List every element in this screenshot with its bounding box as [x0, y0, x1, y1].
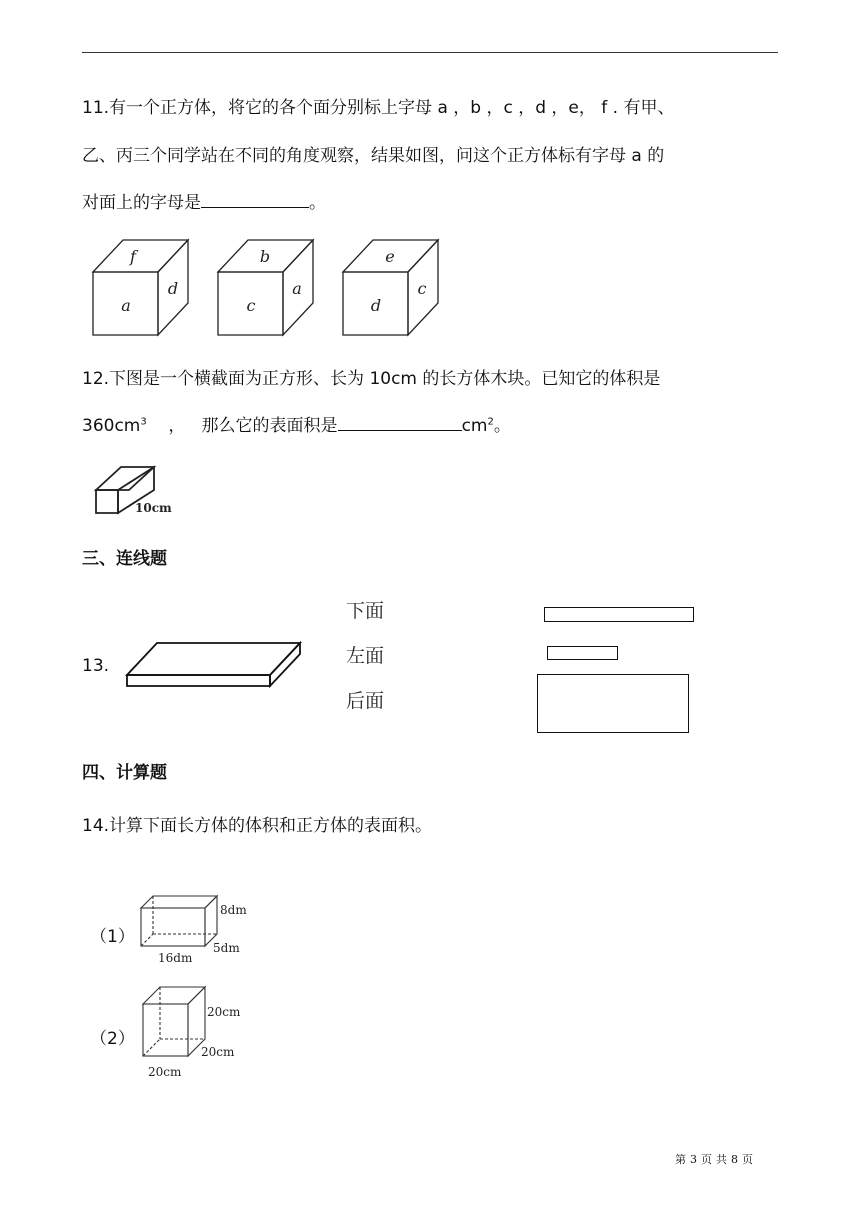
footer-total-pages: 8 — [731, 1153, 738, 1166]
section3-title: 三、连线题 — [82, 549, 167, 569]
q13-shape-short-strip[interactable] — [547, 646, 618, 660]
q14-cube-figure — [140, 982, 250, 1080]
q13-board-figure — [124, 640, 304, 690]
q14-cuboid-figure — [138, 892, 253, 968]
cube-view-1 — [93, 240, 188, 335]
cube3-front-letter: d — [370, 296, 382, 315]
cube1-side-letter: d — [167, 279, 179, 298]
q12-line2 — [82, 411, 511, 436]
q12-line2-end: 。 — [493, 416, 511, 436]
cube2-top-letter: b — [259, 247, 271, 266]
cube3-top-letter: e — [385, 247, 395, 266]
page-footer — [673, 1151, 755, 1167]
q13-shape-wide-strip[interactable] — [544, 607, 694, 622]
q13-option-bottom[interactable]: 下面 — [346, 600, 385, 622]
q14-part2-label: （2） — [90, 1029, 135, 1049]
q12-unit-exp: 2 — [487, 416, 494, 428]
q12-block-figure — [92, 462, 182, 518]
q12-volume-exp: 3 — [140, 416, 147, 428]
q13-option-left[interactable]: 左面 — [346, 645, 385, 667]
q14-part1-label: （1） — [90, 927, 135, 947]
section4-title: 四、计算题 — [82, 763, 167, 783]
q12-unit: cm — [461, 416, 488, 436]
q11-line3-end: 。 — [309, 193, 326, 213]
q14-text: 14.计算下面长方体的体积和正方体的表面积。 — [82, 816, 433, 836]
q13-shape-large-rect[interactable] — [537, 674, 689, 733]
q14-cuboid-height: 8dm — [220, 903, 247, 917]
q11-line3 — [82, 188, 326, 213]
cube-view-3 — [343, 240, 438, 335]
footer-mid1: 页 — [701, 1153, 712, 1166]
footer-page-number: 3 — [690, 1153, 697, 1166]
q13-option-back[interactable]: 后面 — [346, 690, 385, 712]
cube3-side-letter: c — [417, 279, 427, 298]
q12-length-label: 10cm — [135, 501, 172, 515]
cube-view-2 — [218, 240, 313, 335]
q12-answer-blank[interactable] — [338, 414, 462, 431]
q11-answer-blank[interactable] — [201, 191, 309, 208]
q11-line3-text: 对面上的字母是 — [82, 193, 201, 213]
q13-number: 13. — [82, 656, 110, 676]
q11-line2: 乙、丙三个同学站在不同的角度观察，结果如图，问这个正方体标有字母 a 的 — [82, 146, 665, 166]
q12-line2-mid: ， 那么它的表面积是 — [146, 416, 338, 436]
q14-cuboid-length: 16dm — [158, 951, 193, 965]
q12-volume: 360cm — [82, 416, 141, 436]
footer-mid2: 共 — [716, 1153, 727, 1166]
footer-suffix: 页 — [742, 1153, 753, 1166]
q12-line1: 12.下图是一个横截面为正方形、长为 10cm 的长方体木块。已知它的体积是 — [82, 369, 661, 389]
q14-cube-height: 20cm — [207, 1005, 241, 1019]
q14-cube-length: 20cm — [148, 1065, 182, 1079]
header-rule — [82, 52, 778, 53]
q11-line1: 11.有一个正方体，将它的各个面分别标上字母 a ，b ，c ，d ，e， f . 有甲、 — [82, 98, 675, 118]
cube1-front-letter: a — [121, 296, 131, 315]
footer-prefix: 第 — [675, 1153, 686, 1166]
cube2-front-letter: c — [246, 296, 256, 315]
q11-cubes-figure — [90, 236, 450, 338]
cube1-top-letter: f — [130, 247, 136, 266]
q14-cuboid-depth: 5dm — [213, 941, 240, 955]
q14-cube-depth: 20cm — [201, 1045, 235, 1059]
cube2-side-letter: a — [292, 279, 302, 298]
